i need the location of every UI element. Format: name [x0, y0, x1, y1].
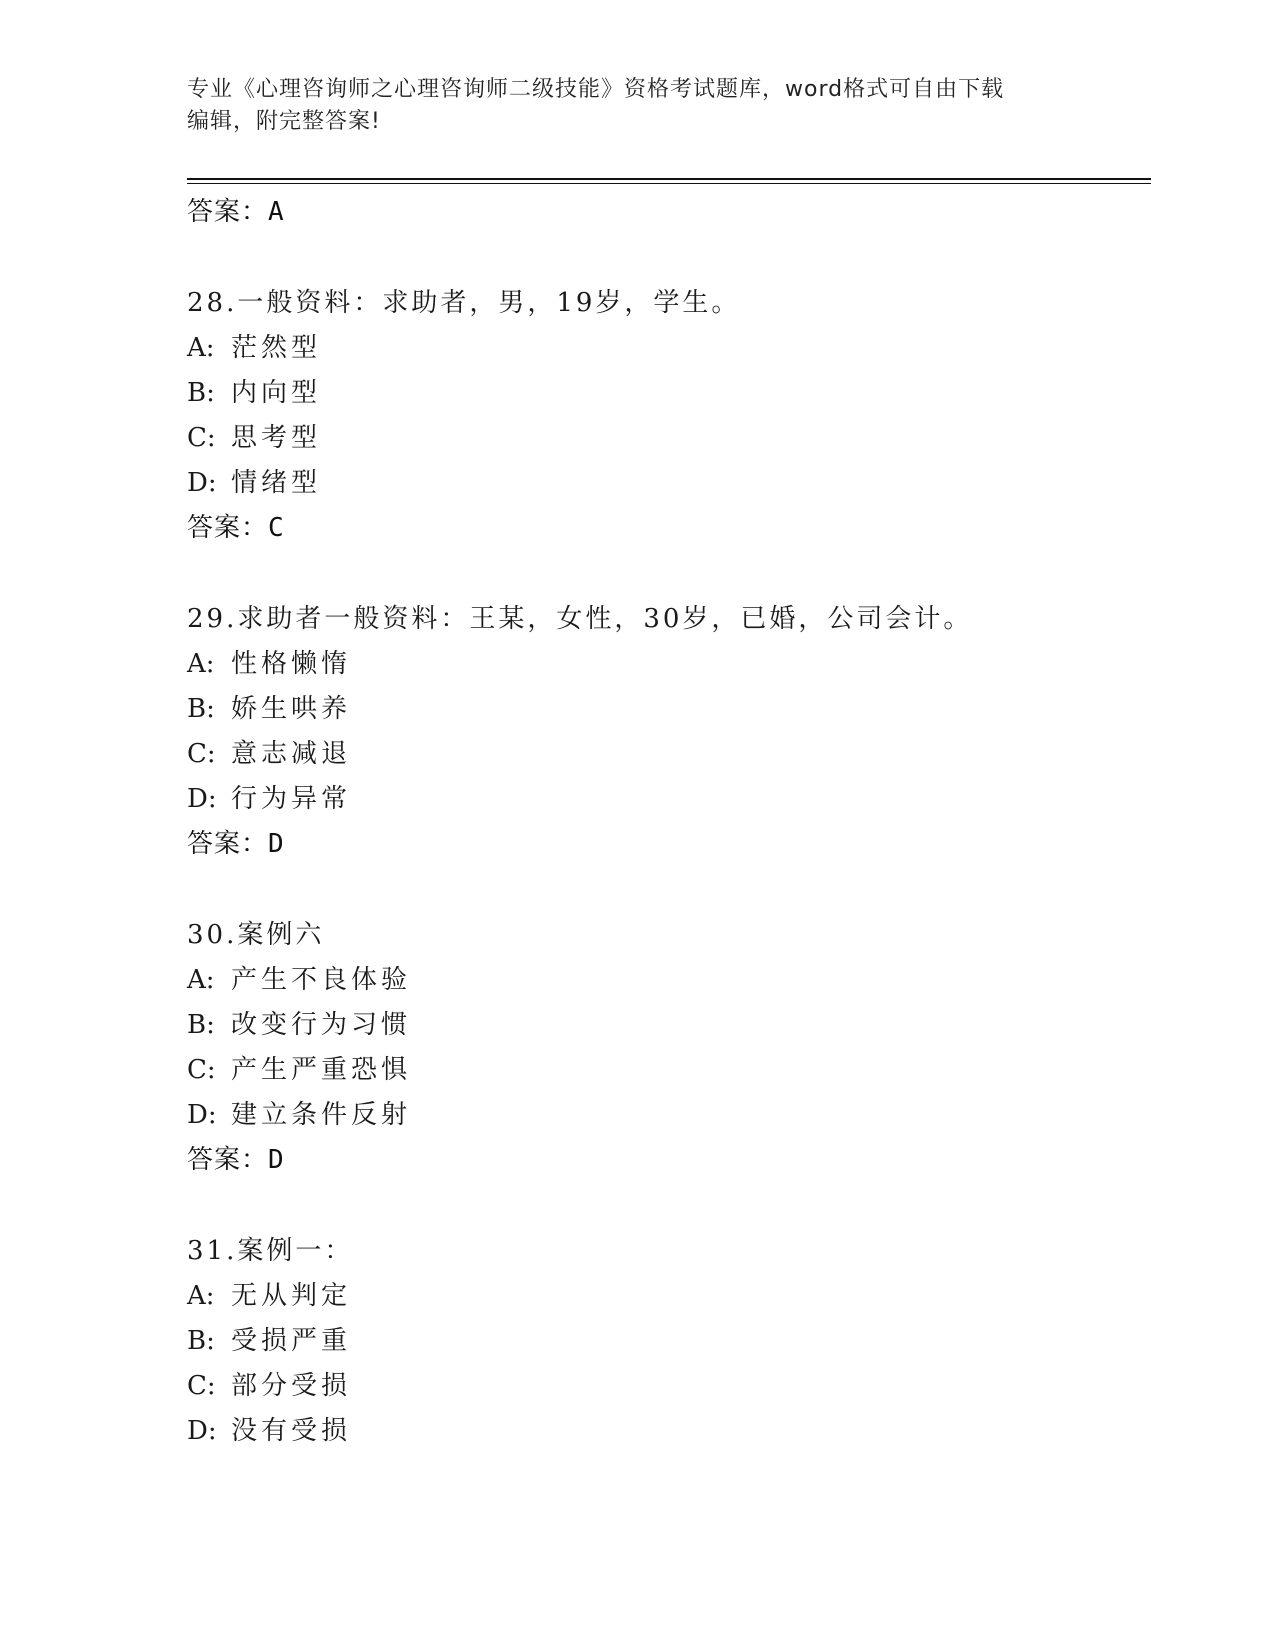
option-text: 茫然型: [231, 333, 322, 363]
option-text: 没有受损: [231, 1416, 352, 1446]
question-30: [187, 912, 1151, 1182]
option-text: 改变行为习惯: [231, 1010, 412, 1040]
header-divider: [187, 178, 1151, 180]
option-text: 性格懒惰: [231, 649, 352, 679]
option-text: 产生不良体验: [231, 965, 412, 995]
option-text: 行为异常: [231, 784, 352, 814]
option-b: [187, 1003, 1151, 1048]
answer: [187, 506, 1151, 550]
option-key: D:: [187, 468, 217, 498]
question-title: 29.求助者一般资料：王某，女性，30岁，已婚，公司会计。: [187, 604, 973, 634]
question-list: [187, 190, 1151, 1454]
answer-label: 答案：: [187, 829, 269, 859]
answer-label: 答案：: [187, 197, 269, 227]
option-text: 无从判定: [231, 1281, 352, 1311]
option-b: [187, 687, 1151, 732]
header-line-1: 专业《心理咨询师之心理咨询师二级技能》资格考试题库，word格式可自由下载: [187, 77, 1005, 102]
option-key: B:: [187, 1010, 215, 1040]
option-key: B:: [187, 378, 215, 408]
option-key: C:: [187, 1371, 216, 1401]
answer-value: C: [268, 513, 285, 543]
answer: [187, 822, 1151, 866]
answer: [187, 1138, 1151, 1182]
question-title: 28.一般资料：求助者，男，19岁，学生。: [187, 288, 741, 318]
option-key: B:: [187, 694, 215, 724]
option-text: 受损严重: [231, 1326, 352, 1356]
option-key: C:: [187, 739, 216, 769]
option-c: [187, 1048, 1151, 1093]
option-text: 娇生哄养: [231, 694, 352, 724]
option-d: [187, 1409, 1151, 1454]
option-c: [187, 732, 1151, 777]
header-line-2: 编辑，附完整答案!: [187, 109, 381, 134]
question-title: 31.案例一：: [187, 1236, 354, 1266]
option-a: [187, 642, 1151, 687]
option-key: A:: [187, 649, 215, 679]
option-text: 部分受损: [231, 1371, 352, 1401]
option-a: [187, 1274, 1151, 1319]
option-key: B:: [187, 1326, 215, 1356]
answer-label: 答案：: [187, 513, 269, 543]
option-key: A:: [187, 965, 215, 995]
previous-answer: [187, 190, 1151, 234]
question-31: [187, 1228, 1151, 1454]
option-text: 内向型: [231, 378, 322, 408]
option-text: 意志减退: [231, 739, 352, 769]
option-b: [187, 1319, 1151, 1364]
option-text: 思考型: [231, 423, 322, 453]
option-key: D:: [187, 1100, 217, 1130]
option-text: 产生严重恐惧: [231, 1055, 412, 1085]
document-header: [187, 74, 1087, 138]
option-key: A:: [187, 1281, 215, 1311]
option-key: D:: [187, 784, 217, 814]
question-28: [187, 280, 1151, 550]
question-29: [187, 596, 1151, 866]
answer-value: A: [268, 197, 285, 227]
answer-label: 答案：: [187, 1145, 269, 1175]
option-d: [187, 461, 1151, 506]
option-key: C:: [187, 1055, 216, 1085]
option-a: [187, 326, 1151, 371]
option-key: D:: [187, 1416, 217, 1446]
answer-value: D: [268, 1145, 285, 1175]
option-key: C:: [187, 423, 216, 453]
option-text: 情绪型: [231, 468, 322, 498]
option-a: [187, 958, 1151, 1003]
option-d: [187, 777, 1151, 822]
question-title: 30.案例六: [187, 920, 325, 950]
option-b: [187, 371, 1151, 416]
option-d: [187, 1093, 1151, 1138]
option-key: A:: [187, 333, 215, 363]
option-c: [187, 416, 1151, 461]
option-text: 建立条件反射: [231, 1100, 412, 1130]
answer-value: D: [268, 829, 285, 859]
option-c: [187, 1364, 1151, 1409]
